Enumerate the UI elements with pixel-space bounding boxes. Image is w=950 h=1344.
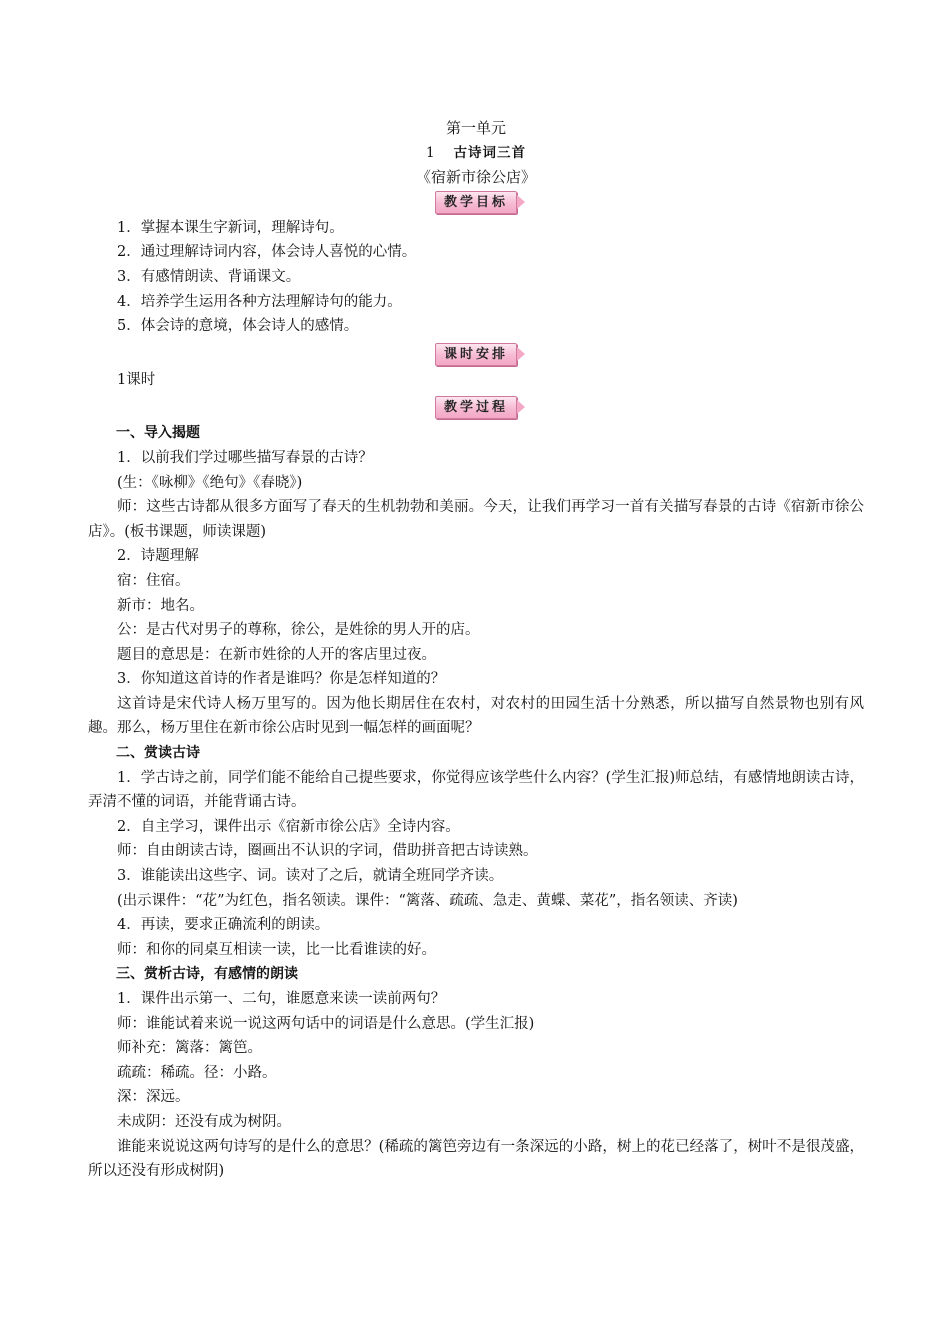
process-paragraph: 3．谁能读出这些字、词。读对了之后，就请全班同学齐读。	[117, 868, 504, 885]
process-paragraph: 新市：地名。	[117, 597, 204, 614]
process-paragraph: 1．学古诗之前，同学们能不能给自己提些要求，你觉得应该学些什么内容？(学生汇报)师总结，有感情地朗读古诗，弄清不懂的词语，并能背诵古诗。	[88, 769, 864, 811]
objectives-badge: 教学目标	[435, 191, 517, 214]
process-paragraph: 题目的意思是：在新市姓徐的人开的客店里过夜。	[117, 646, 436, 663]
unit-title: 第一单元	[445, 119, 506, 137]
process-paragraph: 4．再读，要求正确流利的朗读。	[117, 917, 330, 934]
objective-item: 5．体会诗的意境，体会诗人的感情。	[117, 318, 359, 335]
lesson-number: 1	[425, 144, 436, 161]
process-badge-row	[88, 395, 864, 420]
process-paragraph: 未成阴：还没有成为树阴。	[117, 1113, 291, 1130]
process-paragraph: 1．课件出示第一、二句，谁愿意来读一读前两句？	[117, 991, 446, 1007]
process-badge: 教学过程	[435, 396, 517, 419]
process-section	[88, 421, 864, 1183]
process-paragraph: 师：这些古诗都从很多方面写了春天的生机勃勃和美丽。今天，让我们再学习一首有关描写春景的古诗《宿新市徐公店》。(板书课题，师读课题)	[88, 499, 864, 540]
process-paragraph: 2．诗题理解	[117, 548, 199, 565]
process-paragraph: 3．你知道这首诗的作者是谁吗？你是怎样知道的？	[117, 671, 446, 688]
objectives-list	[88, 216, 864, 339]
document-page	[88, 116, 864, 1184]
process-paragraph: 1．以前我们学过哪些描写春景的古诗？	[117, 449, 373, 466]
process-paragraph: 疏疏：稀疏。径：小路。	[117, 1064, 277, 1081]
process-paragraph: 师：和你的同桌互相读一读，比一比看谁读的好。	[117, 941, 436, 958]
section-heading: 一、导入揭题	[116, 425, 200, 442]
objective-item: 3．有感情朗读、背诵课文。	[117, 268, 301, 285]
process-paragraph: (生：《咏柳》《绝句》《春晓》)	[117, 474, 303, 491]
process-paragraph: 师补充：篱落：篱笆。	[117, 1040, 262, 1057]
section-heading: 二、赏读古诗	[116, 745, 200, 762]
schedule-text: 1课时	[117, 371, 156, 388]
process-paragraph: 2．自主学习，课件出示《宿新市徐公店》全诗内容。	[117, 818, 460, 835]
process-paragraph: 这首诗是宋代诗人杨万里写的。因为他长期居住在农村，对农村的田园生活十分熟悉，所以描写自然景物也别有风趣。那么，杨万里住在新市徐公店时见到一幅怎样的画面呢？	[88, 695, 864, 737]
schedule-badge-row	[88, 342, 864, 367]
objective-item: 4．培养学生运用各种方法理解诗句的能力。	[117, 293, 402, 310]
section-heading: 三、赏析古诗，有感情的朗读	[116, 966, 298, 983]
process-paragraph: 宿：住宿。	[117, 572, 190, 589]
process-paragraph: 谁能来说说这两句诗写的是什么的意思？(稀疏的篱笆旁边有一条深远的小路，树上的花已经落了，树叶不是很茂盛，所以还没有形成树阴)	[88, 1138, 864, 1180]
process-paragraph: 师：谁能试着来说一说这两句话中的词语是什么意思。(学生汇报)	[117, 1015, 535, 1032]
process-paragraph: 师：自由朗读古诗，圈画出不认识的字词，借助拼音把古诗读熟。	[117, 843, 538, 860]
objective-item: 1．掌握本课生字新词，理解诗句。	[117, 219, 344, 236]
process-paragraph: (出示课件：“花”为红色，指名领读。课件：“篱落、疏疏、急走、黄蝶、菜花”，指名领读、齐读)	[117, 892, 738, 909]
schedule-badge: 课时安排	[435, 343, 517, 366]
process-paragraph: 公：是古代对男子的尊称，徐公，是姓徐的男人开的店。	[117, 622, 480, 639]
lesson-heading	[88, 141, 864, 166]
process-paragraph: 深：深远。	[117, 1089, 190, 1106]
poem-title: 《宿新市徐公店》	[415, 168, 536, 187]
lesson-title: 古诗词三首	[453, 144, 527, 161]
objectives-badge-row	[88, 190, 864, 215]
objective-item: 2．通过理解诗词内容，体会诗人喜悦的心情。	[117, 244, 417, 261]
